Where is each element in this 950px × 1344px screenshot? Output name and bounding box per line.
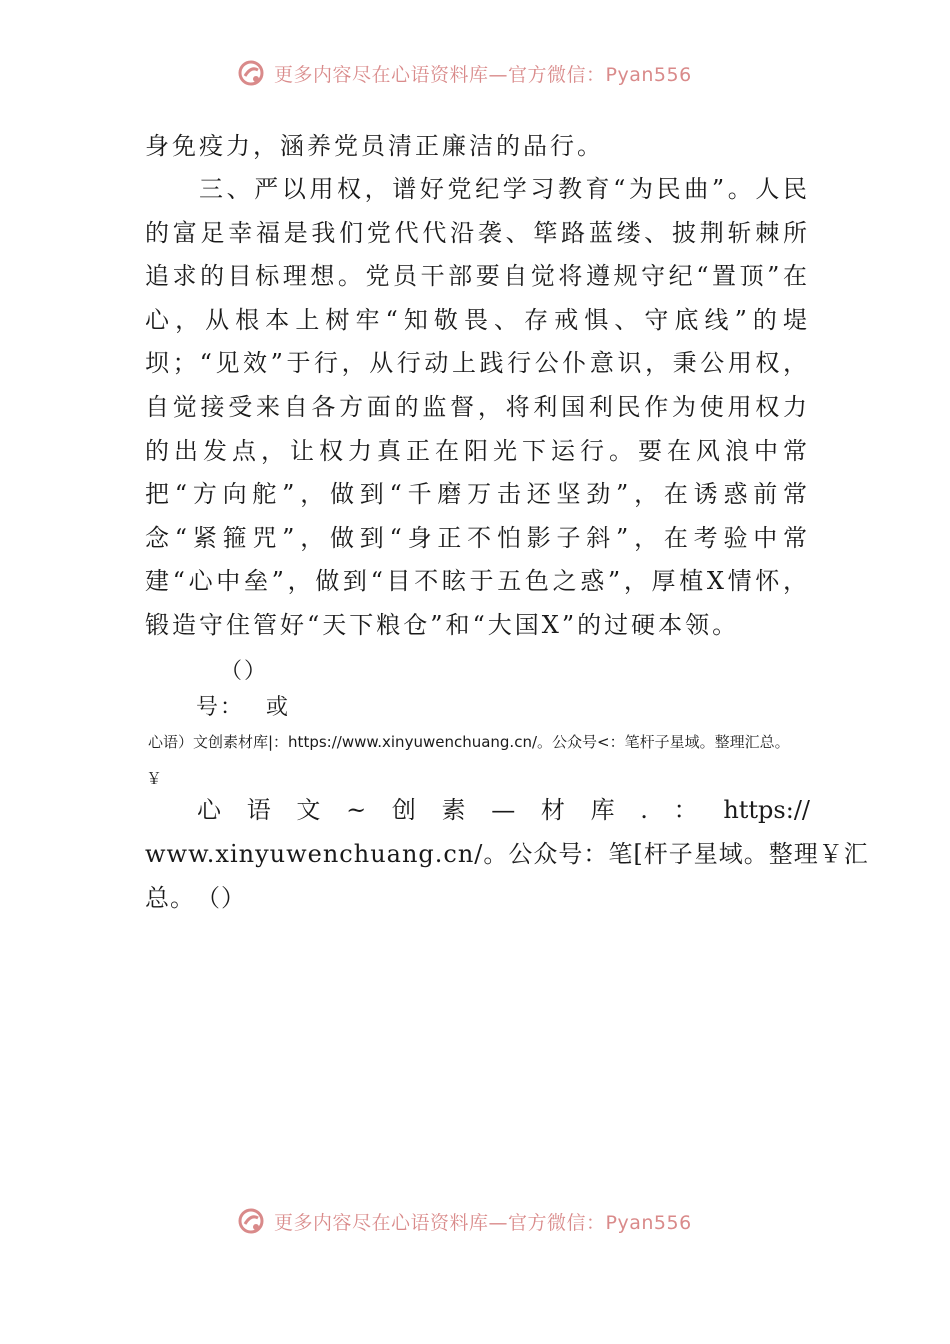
huo-text: 或 xyxy=(266,695,291,720)
logo-icon xyxy=(236,1206,266,1236)
watermark-text: 更多内容尽在心语资料库—官方微信：Pyan556 xyxy=(274,63,692,86)
source-line-end: 总。 （） xyxy=(145,884,246,912)
source-block xyxy=(145,788,869,920)
spaced-char: 文 xyxy=(296,796,321,824)
spaced-char: https:// xyxy=(723,796,810,824)
source-line-url: www.xinyuwenchuang.cn/。公众号：笔[杆子星域。整理￥汇 xyxy=(145,840,869,868)
spaced-char: 材 xyxy=(540,796,565,824)
header-watermark xyxy=(236,58,692,88)
spaced-char: — xyxy=(491,796,516,824)
footer-watermark xyxy=(236,1206,692,1236)
parenthesis-1: （） xyxy=(220,659,269,684)
yen-symbol: ￥ xyxy=(146,769,163,788)
spaced-char: 心 xyxy=(197,796,221,824)
hao-huo-line xyxy=(196,690,290,721)
spaced-char: ： xyxy=(673,796,698,824)
spaced-char: 语 xyxy=(246,796,271,824)
spaced-char: 创 xyxy=(391,796,416,824)
spaced-char: 库 xyxy=(590,796,615,824)
logo-icon xyxy=(236,58,266,88)
source-line-spaced xyxy=(145,788,810,832)
spaced-char: 素 xyxy=(441,796,466,824)
source-note: 心语）文创素材库|：https://www.xinyuwenchuang.cn/。公众号<：笔杆子星域。整理汇总。 xyxy=(148,733,790,751)
spaced-char: . xyxy=(640,796,648,824)
spaced-char: ~ xyxy=(346,796,367,824)
hao-text: 号： xyxy=(196,695,245,720)
watermark-text: 更多内容尽在心语资料库—官方微信：Pyan556 xyxy=(274,1211,692,1234)
paragraph-1: 身免疫力，涵养党员清正廉洁的品行。 xyxy=(145,132,604,160)
paragraph-2: 三、严以用权，谱好党纪学习教育“为民曲”。人民的富足幸福是我们党代代沿袭、筚路蓝缕、披荆斩棘所追求的目标理想。党员干部要自觉将遵规守纪“置顶”在心，从根本上树牢“知敬畏、存戒惧、守底线”的堤坝；“见效”于行，从行动上践行公仆意识，秉公用权，自觉接受来自各方面的监督，将利国利民作为使用权力的出发点，让权力真正在阳光下运行。要在风浪中常把“方向舵”，做到“千磨万击还坚劲”，在诱惑前常念“紧箍咒”，做到“身正不怕影子斜”，在考验中常建“心中垒”，做到“目不眩于五色之惑”，厚植X情怀，锻造守住管好“天下粮仓”和“大国X”的过硬本领。 xyxy=(145,175,810,639)
